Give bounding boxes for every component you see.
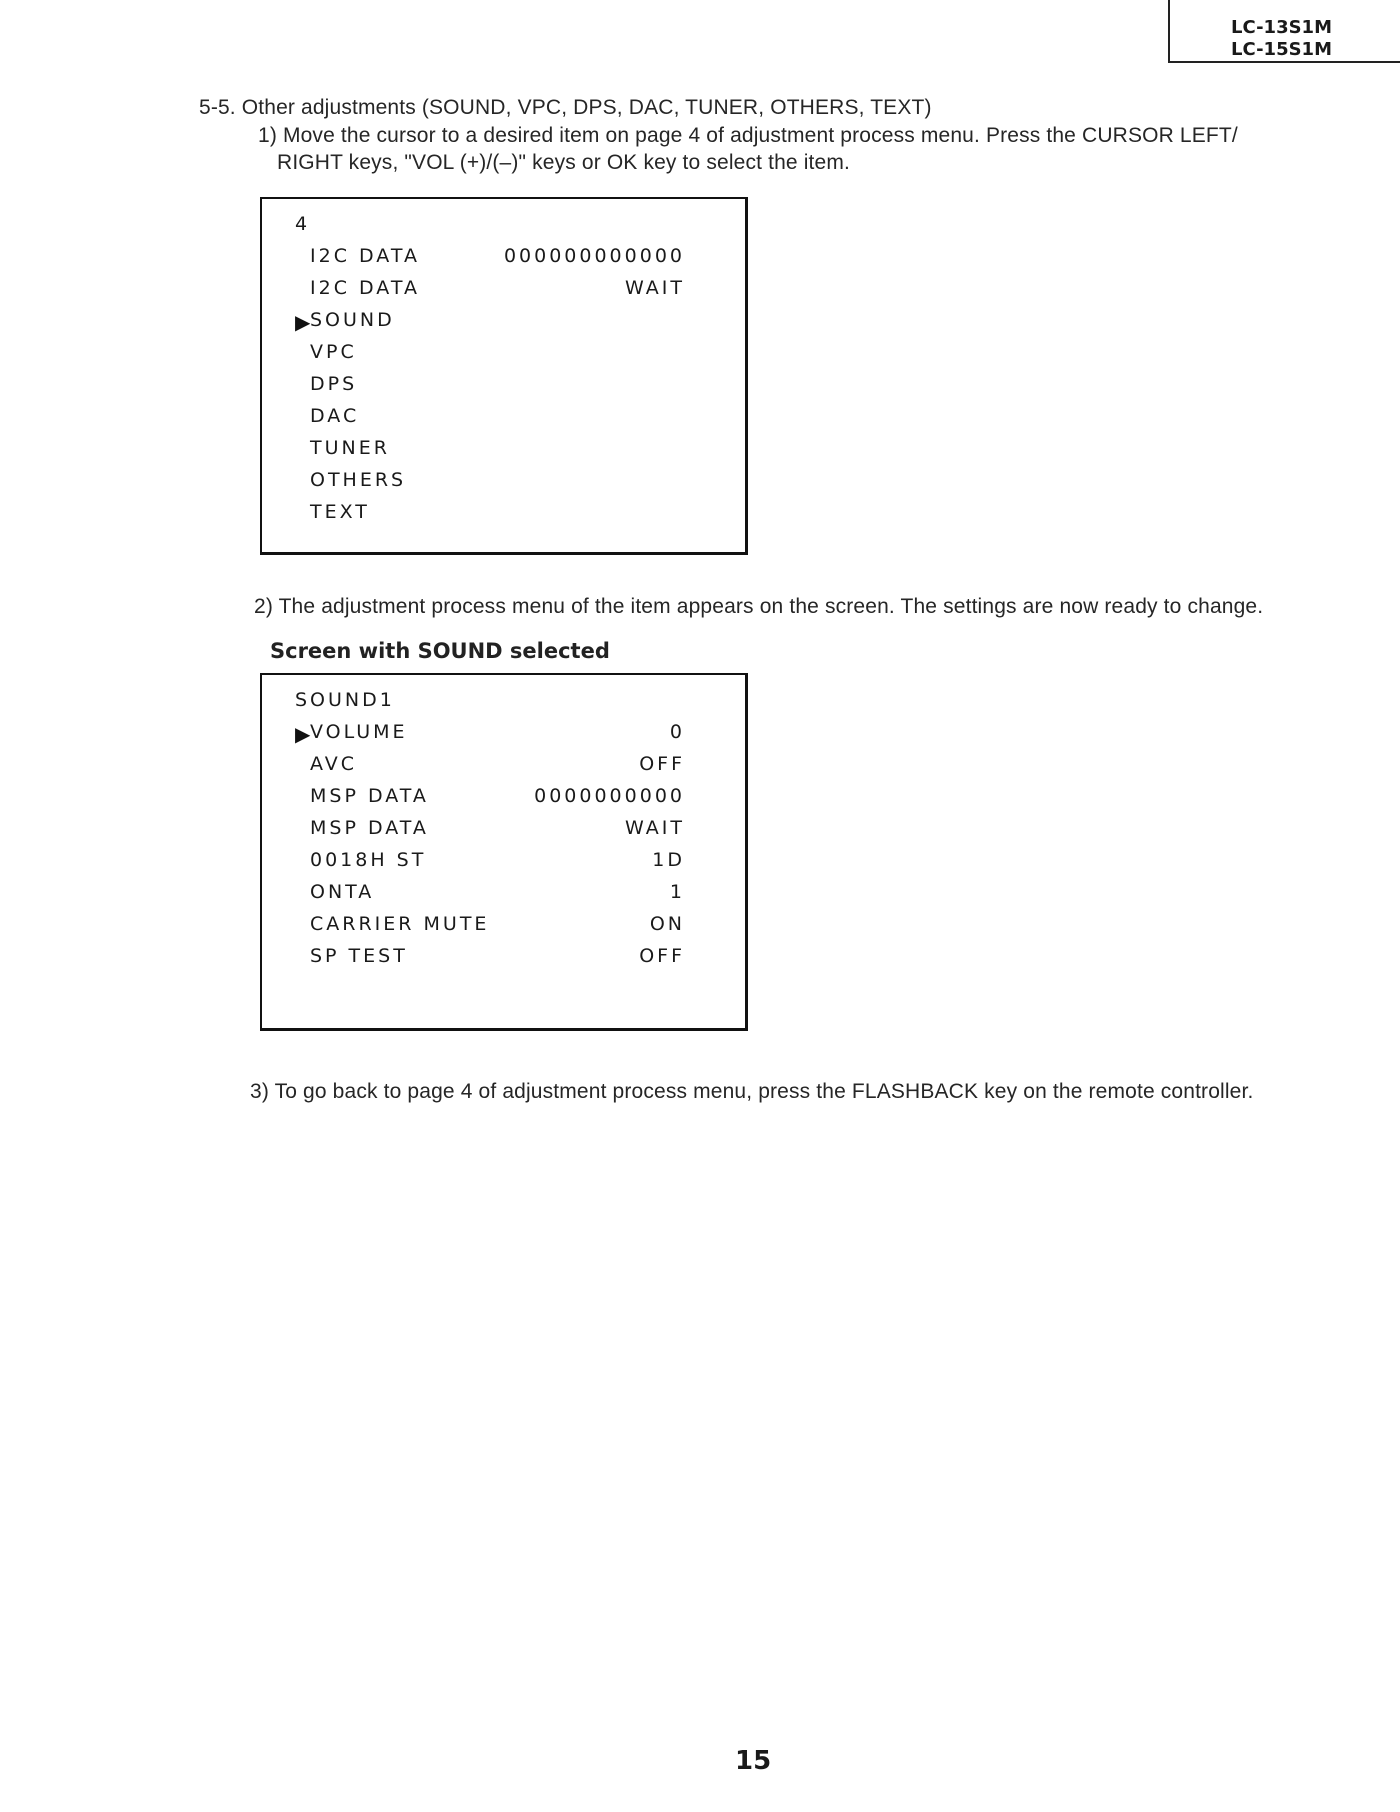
menu-item-dps[interactable] <box>295 373 685 401</box>
menu-item-value: ON <box>649 913 685 935</box>
menu-item-label: VPC <box>310 341 357 363</box>
menu-item-value: 1 <box>669 881 685 903</box>
menu-item-dac[interactable] <box>295 405 685 433</box>
menu-item-i2c-data[interactable] <box>295 245 685 273</box>
menu-item-msp-data[interactable] <box>295 817 685 845</box>
menu-item-label: VOLUME <box>310 721 408 743</box>
menu-item-volume[interactable] <box>295 721 685 749</box>
menu-item-sound[interactable] <box>295 309 685 337</box>
menu-item-label: MSP DATA <box>310 817 429 839</box>
menu-item-sp-test[interactable] <box>295 945 685 973</box>
menu-item-text[interactable] <box>295 501 685 529</box>
menu-item-label: DPS <box>310 373 358 395</box>
menu-item-label: I2C DATA <box>310 245 420 267</box>
menu-item-label: 0018H ST <box>310 849 427 871</box>
menu-item-others[interactable] <box>295 469 685 497</box>
adjustment-menu-page-4 <box>260 197 748 555</box>
menu-item-label: DAC <box>310 405 360 427</box>
menu-item-carrier-mute[interactable] <box>295 913 685 941</box>
menu-item-value: OFF <box>639 945 685 967</box>
model-box <box>1168 0 1400 63</box>
cursor-arrow-icon: ▶ <box>295 310 311 334</box>
menu-page-title: SOUND1 <box>295 689 395 711</box>
cursor-arrow-icon: ▶ <box>295 722 311 746</box>
menu-item-vpc[interactable] <box>295 341 685 369</box>
menu-item-value: OFF <box>639 753 685 775</box>
menu-item-label: TUNER <box>310 437 390 459</box>
menu-item-label: ONTA <box>310 881 375 903</box>
menu-item-onta[interactable] <box>295 881 685 909</box>
menu-item-value: 000000000000 <box>503 245 685 267</box>
model-number-13: LC-13S1M <box>1230 17 1332 38</box>
menu-item-label: SOUND <box>310 309 395 331</box>
sound-screen-caption: Screen with SOUND selected <box>270 639 610 663</box>
menu-item-msp-data[interactable] <box>295 785 685 813</box>
page-number: 15 <box>735 1746 772 1776</box>
menu-item-value: 0000000000 <box>534 785 685 807</box>
section-heading: 5-5. Other adjustments (SOUND, VPC, DPS, DAC, TUNER, OTHERS, TEXT) <box>199 96 932 119</box>
menu-item-label: MSP DATA <box>310 785 429 807</box>
menu-item-0018h-st[interactable] <box>295 849 685 877</box>
menu-item-label: AVC <box>310 753 358 775</box>
step-3-text: 3) To go back to page 4 of adjustment process menu, press the FLASHBACK key on the remote controller. <box>250 1080 1254 1103</box>
menu-item-tuner[interactable] <box>295 437 685 465</box>
menu-page-title: 4 <box>295 213 311 235</box>
model-number-15: LC-15S1M <box>1230 39 1332 60</box>
step-1-text-line-2: RIGHT keys, "VOL (+)/(–)" keys or OK key to select the item. <box>277 151 850 174</box>
menu-item-label: SP TEST <box>310 945 408 967</box>
sound-adjustment-menu <box>260 673 748 1031</box>
menu-item-value: WAIT <box>625 817 685 839</box>
menu-item-i2c-data[interactable] <box>295 277 685 305</box>
step-1-text-line-1: 1) Move the cursor to a desired item on page 4 of adjustment process menu. Press the CURSOR LEFT/ <box>258 124 1238 147</box>
step-2-text: 2) The adjustment process menu of the item appears on the screen. The settings are now ready to change. <box>254 595 1264 618</box>
menu-item-label: CARRIER MUTE <box>310 913 490 935</box>
menu-item-label: TEXT <box>310 501 370 523</box>
menu-item-label: I2C DATA <box>310 277 420 299</box>
menu-item-avc[interactable] <box>295 753 685 781</box>
menu-item-value: WAIT <box>625 277 685 299</box>
menu-item-label: OTHERS <box>310 469 407 491</box>
menu-item-value: 1D <box>652 849 685 871</box>
menu-item-value: 0 <box>669 721 685 743</box>
